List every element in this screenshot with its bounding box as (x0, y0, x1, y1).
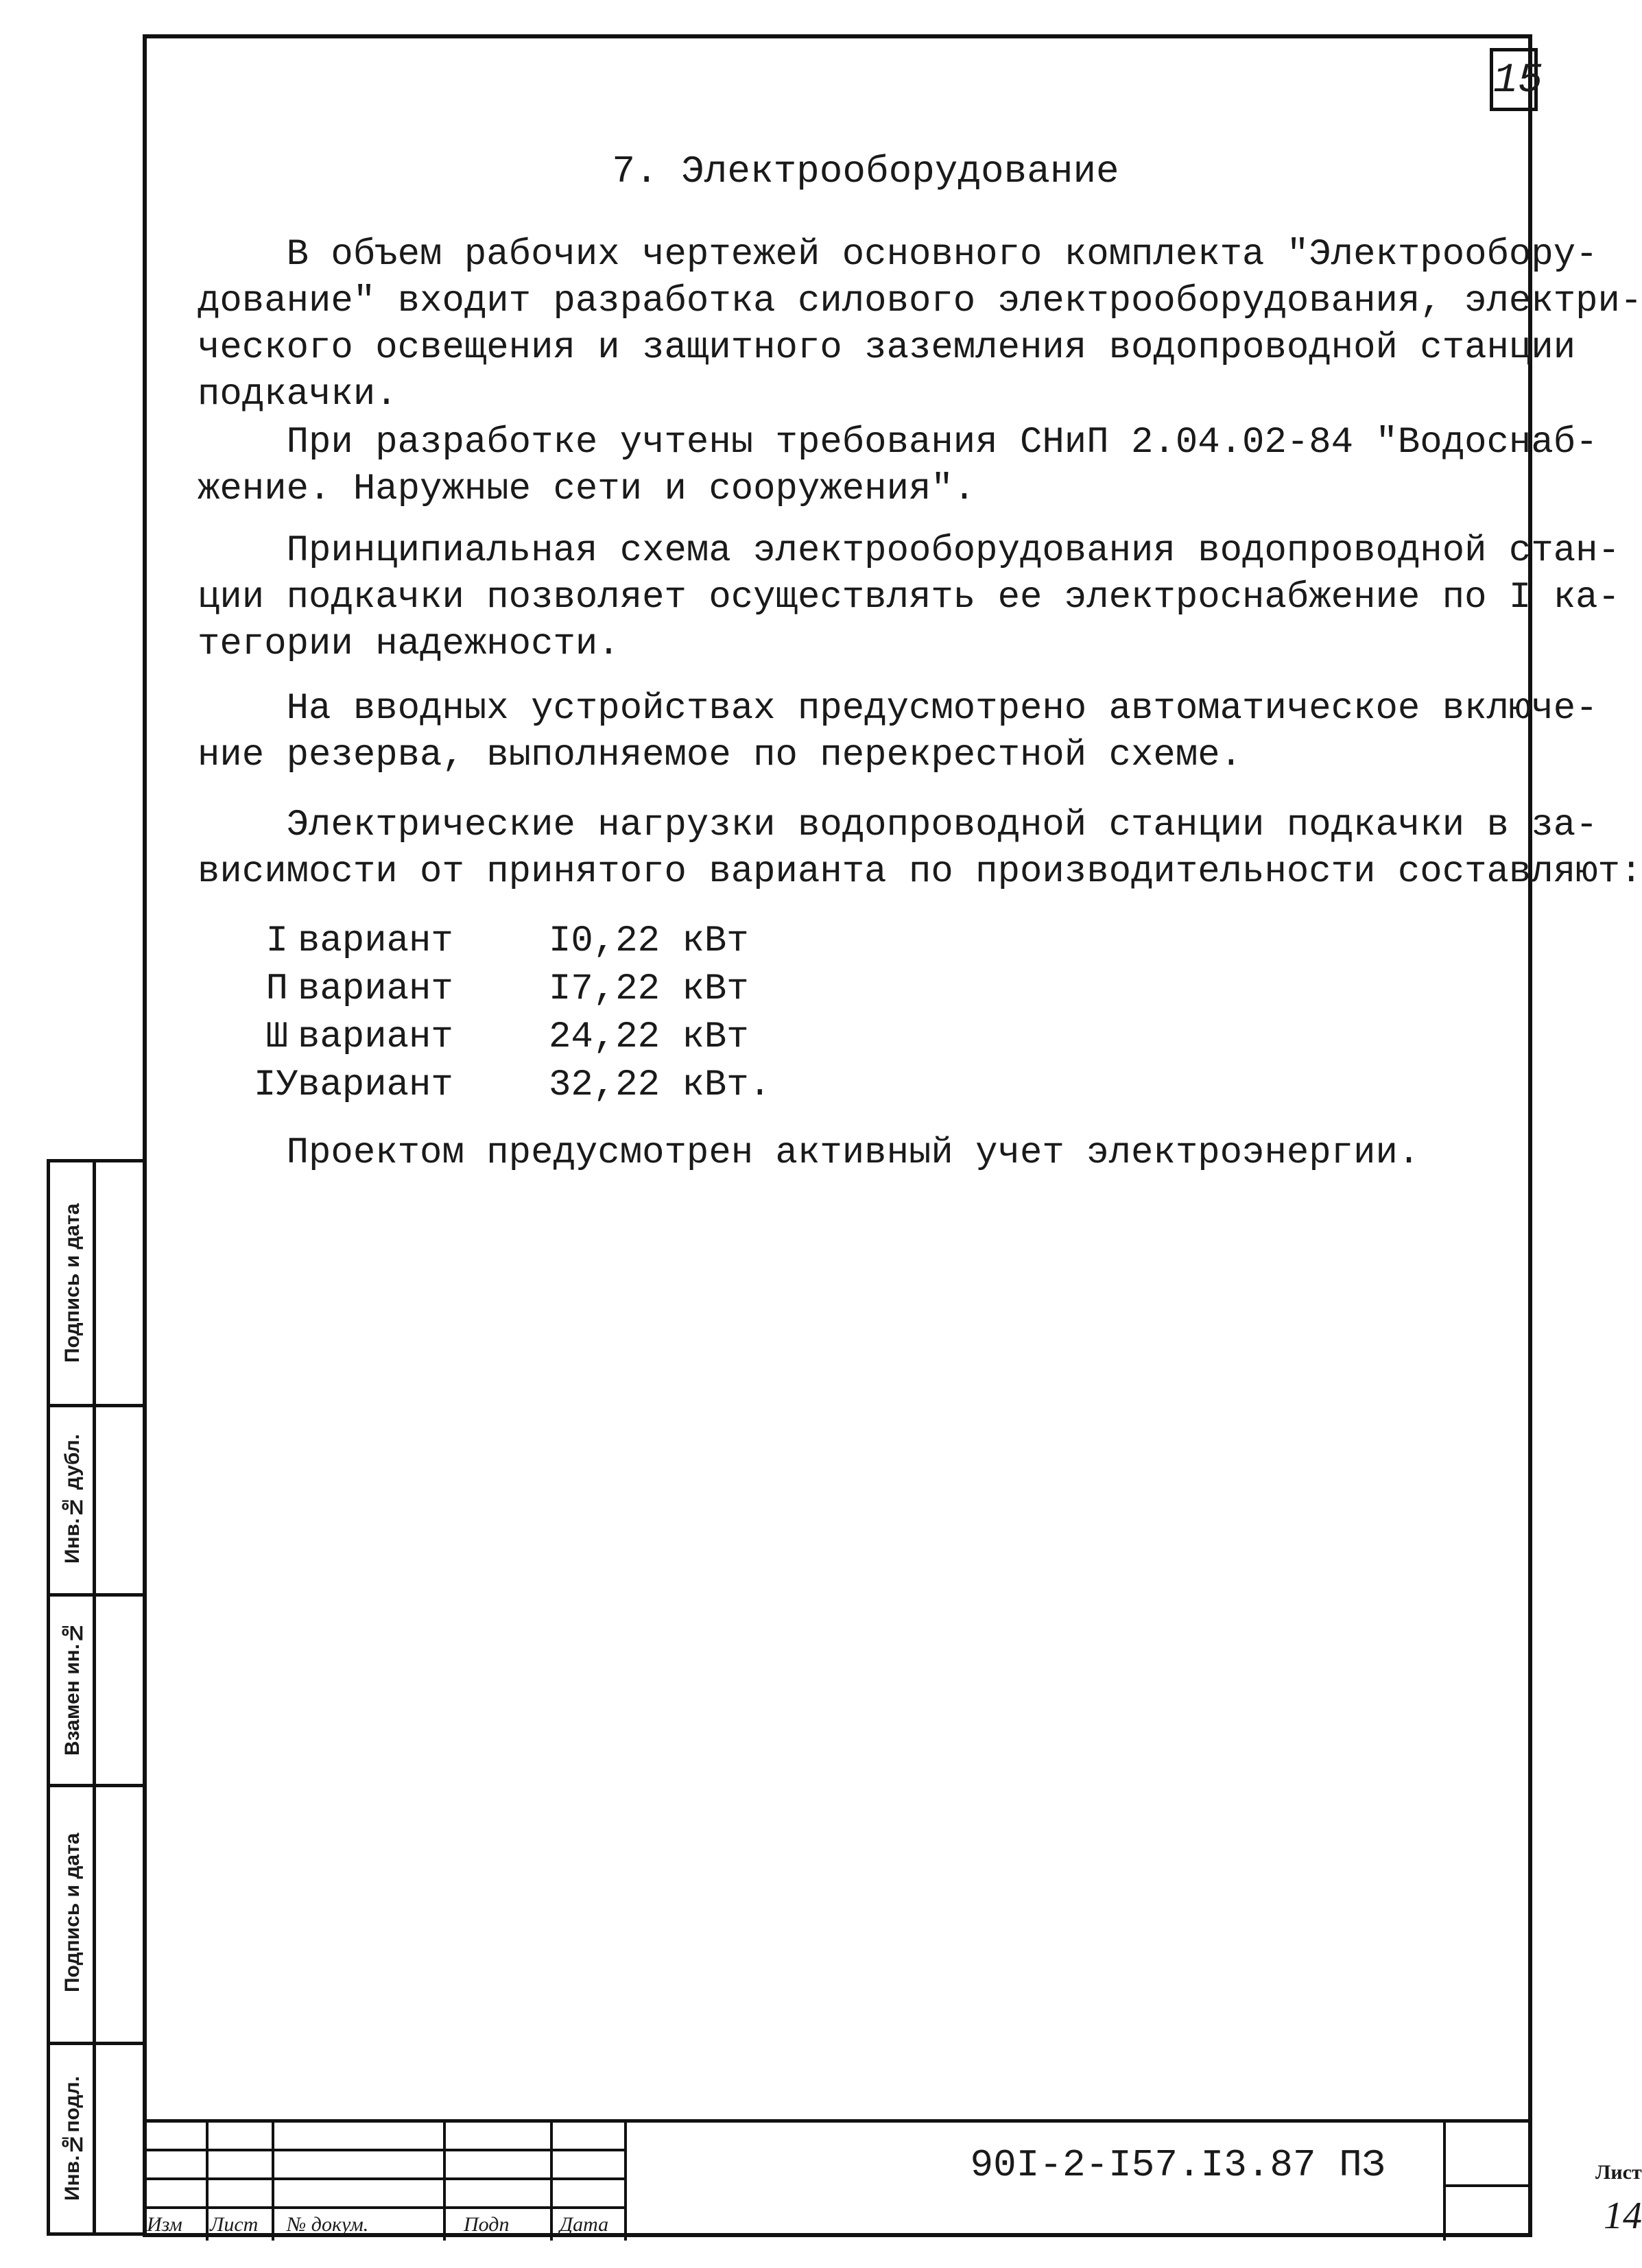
variant-number: П (265, 968, 288, 1010)
variant-number: IУ (254, 1064, 298, 1106)
sheet-value: 14 (1604, 2195, 1642, 2237)
variant-row (254, 1062, 771, 1110)
document-code: 90I-2-I57.I3.87 ПЗ (970, 2143, 1385, 2187)
side-label-signature-date: Подпись и дата (61, 1203, 84, 1363)
text-line: В объем рабочих чертежей основного комплекта "Электрообору- (198, 234, 1598, 276)
variant-label: вариант (298, 920, 453, 962)
side-label-original-inventory: Инв.№подл. (61, 2076, 84, 2201)
paragraph-2 (198, 420, 1598, 513)
closing-paragraph (198, 1130, 1501, 1177)
text-line: ческого освещения и защитного заземления водопроводной станции (198, 327, 1576, 369)
variant-label: вариант (298, 1064, 453, 1106)
col-label-signature: Подп (464, 2213, 510, 2236)
title-block-line (143, 2206, 627, 2209)
variant-value: I7,22 кВт (549, 968, 749, 1010)
variant-row (254, 1014, 771, 1062)
title-block-line (143, 2149, 627, 2151)
text-line: Электрические нагрузки водопроводной станции подкачки в за- (198, 804, 1598, 846)
col-label-sheet: Лист (210, 2213, 259, 2236)
text-line: висимости от принятого варианта по производительности составляют: (198, 851, 1642, 893)
paragraph-5 (198, 802, 1642, 896)
title-block-line (624, 2123, 627, 2241)
col-label-doc-number: № докум. (287, 2213, 369, 2236)
text-line: ние резерва, выполняемое по перекрестной схеме. (198, 735, 1243, 776)
variant-row (254, 966, 771, 1014)
variant-label: вариант (298, 1016, 453, 1058)
text-line: подкачки. (198, 374, 398, 416)
section-title: 7. Электрооборудование (612, 150, 1119, 193)
text-line: Принципиальная схема электрооборудования водопроводной стан- (198, 530, 1620, 572)
variant-value: 24,22 кВт (549, 1016, 749, 1058)
paragraph-3 (198, 528, 1620, 668)
side-label-replacement-inventory: Взамен ин.№ (61, 1621, 84, 1756)
variant-label: вариант (298, 968, 453, 1010)
text-line: дование" входит разработка силового электрооборудования, электри- (198, 280, 1642, 322)
text-line: тегории надежности. (198, 623, 620, 665)
side-stamp-column (47, 1159, 143, 2236)
side-divider (93, 1162, 96, 2232)
sheet-label: Лист (1595, 2161, 1642, 2184)
variant-value: 32,22 кВт. (549, 1064, 772, 1106)
text-line: Проектом предусмотрен активный учет электроэнергии. (198, 1132, 1420, 1174)
variants-list (254, 918, 771, 1110)
variant-number: Ш (265, 1016, 288, 1058)
variant-value: I0,22 кВт (549, 920, 749, 962)
text-line: жение. Наружные сети и сооружения". (198, 468, 976, 510)
title-block-line (550, 2123, 553, 2241)
paragraph-1 (198, 232, 1642, 418)
sheet-number-stamp: 15 (1490, 48, 1538, 111)
title-block (143, 2119, 1642, 2237)
paragraph-4 (198, 686, 1598, 779)
side-label-dup-inventory: Инв.№ дубл. (61, 1433, 84, 1564)
text-line: На вводных устройствах предусмотрено автоматическое включе- (198, 688, 1598, 730)
variant-number: I (265, 920, 288, 962)
title-block-line (206, 2123, 209, 2241)
title-block-line (143, 2177, 627, 2180)
text-line: ции подкачки позволяет осуществлять ее электроснабжение по I ка- (198, 577, 1620, 619)
title-block-line (443, 2123, 446, 2241)
side-label-signature-date-2: Подпись и дата (61, 1833, 84, 1993)
col-label-date: Дата (560, 2213, 609, 2236)
text-line: При разработке учтены требования СНиП 2.04.02-84 "Водоснаб- (198, 422, 1598, 464)
col-label-change: Изм (147, 2213, 182, 2236)
variant-row (254, 918, 771, 966)
title-block-line (272, 2123, 274, 2241)
